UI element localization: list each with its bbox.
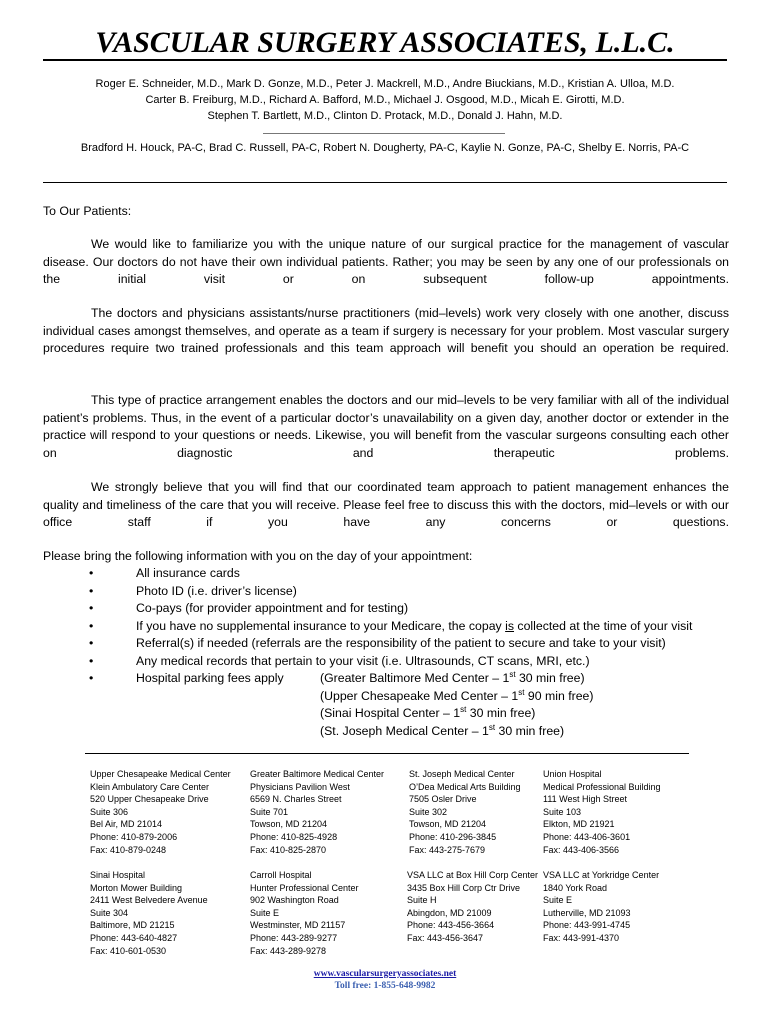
paragraph-2: The doctors and physicians assistants/nurse practitioners (mid–levels) work very closely with one another, discuss individual cases amongst themselves, and operate as a team if surgery is necessary for your problem. Most vascular surgery procedures require two trained professionals and this team approach will benefit you should an operation be required. [43, 306, 729, 355]
location-box-hill: VSA LLC at Box Hill Corp Center 3435 Box Hill Corp Ctr Drive Suite H Abingdon, MD 21009 Phone: 443-456-3664 Fax: 443-456-3647 [407, 870, 539, 943]
bullet-item [43, 653, 743, 671]
bullet-item [43, 600, 743, 618]
paragraph-1: We would like to familiarize you with the unique nature of our surgical practice for the management of vascular disease. Our doctors do not have their own individual patients. Rather; you may be seen by any one of our professionals on the initial visit or on subsequent follow-up appointments. [43, 237, 729, 286]
location-sinai: Sinai Hospital Morton Mower Building 2411 West Belvedere Avenue Suite 304 Baltimore, MD 21215 Phone: 443-640-4827 Fax: 410-601-0530 [90, 870, 208, 956]
doctors-line-2: Carter B. Freiburg, M.D., Richard A. Bafford, M.D., Michael J. Osgood, M.D., Micah E. Girotti, M.D. [145, 94, 625, 106]
salutation: To Our Patients: [43, 204, 132, 218]
locations-divider [85, 753, 689, 754]
bullet-text: If you have no supplemental insurance to your Medicare, the copay is collected at the time of your visit [136, 618, 693, 633]
title-divider [43, 59, 727, 61]
bullet-icon: • [89, 601, 94, 615]
bullet-item-medicare [43, 618, 743, 636]
doctors-line-3: Stephen T. Bartlett, M.D., Clinton D. Protack, M.D., Donald J. Hahn, M.D. [207, 110, 563, 122]
bullet-icon: • [89, 636, 94, 650]
location-carroll: Carroll Hospital Hunter Professional Center 902 Washington Road Suite E Westminster, MD 21157 Phone: 443-289-9277 Fax: 443-289-9278 [250, 870, 359, 956]
physician-assistants-line: Bradford H. Houck, PA-C, Brad C. Russell, PA-C, Robert N. Dougherty, PA-C, Kaylie N. Gonze, PA-C, Shelby E. Norris, PA-C [80, 142, 690, 154]
paragraph-4: We strongly believe that you will find that our coordinated team approach to patient management enhances the quality and timeliness of the care that you will receive. Please feel free to discuss this with the doctors, mid–levels or with our office staff if you have any concerns or questions. [43, 480, 729, 529]
bullet-text: Referral(s) if needed (referrals are the responsibility of the patient to secure and take to your visit) [136, 636, 666, 650]
bullet-item [43, 565, 743, 583]
bullet-text: Photo ID (i.e. driver’s license) [136, 583, 297, 598]
location-greater-baltimore: Greater Baltimore Medical Center Physicians Pavilion West 6569 N. Charles Street Suite 701 Towson, MD 21204 Phone: 410-825-4928 Fax: 410-825-2870 [250, 769, 385, 855]
bullet-item [43, 635, 743, 653]
location-st-joseph: St. Joseph Medical Center O’Dea Medical Arts Building 7505 Osler Drive Suite 302 Towson, MD 21204 Phone: 410-296-3845 Fax: 443-275-7679 [409, 769, 521, 855]
parking-fee-line: (Sinai Hospital Center – 1st 30 min free) [320, 704, 536, 720]
bullet-item [43, 583, 743, 601]
bullet-text: All insurance cards [136, 566, 240, 580]
staff-divider [263, 133, 505, 134]
toll-free-number: Toll free: 1-855-648-9982 [334, 981, 436, 991]
paragraph-3: This type of practice arrangement enables the doctors and our mid–levels to be very familiar with all of the individual patient’s problems. Thus, in the event of a particular doctor’s unavailability on a given day, another doctor or extender in the practice will respond to your questions or needs. Likewise, you will benefit from the vascular surgeons consulting each other on diagnostic and therapeutic problems. [43, 393, 729, 460]
doctors-line-1: Roger E. Schneider, M.D., Mark D. Gonze, M.D., Peter J. Mackrell, M.D., Andre Biuckians, M.D., Kristian A. Ulloa, M.D. [95, 78, 675, 90]
location-upper-chesapeake: Upper Chesapeake Medical Center Klein Ambulatory Care Center 520 Upper Chesapeake Drive Suite 306 Bel Air, MD 21014 Phone: 410-879-2006 Fax: 410-879-0248 [90, 769, 231, 855]
website-link-row [0, 968, 770, 980]
header-divider [43, 182, 727, 183]
emphasis-is: is [505, 618, 515, 633]
bullet-icon: • [89, 618, 94, 633]
bullet-icon: • [89, 583, 94, 598]
parking-fee-line: (Upper Chesapeake Med Center – 1st 90 min free) [320, 687, 594, 703]
parking-fee-line: (St. Joseph Medical Center – 1st 30 min free) [320, 722, 565, 738]
bring-intro: Please bring the following information with you on the day of your appointment: [43, 549, 473, 563]
bullet-text: Any medical records that pertain to your visit (i.e. Ultrasounds, CT scans, MRI, etc.) [136, 653, 590, 668]
bullet-icon: • [89, 671, 94, 685]
bullet-text: Co-pays (for provider appointment and for testing) [136, 601, 409, 615]
bullet-text: Hospital parking fees apply [136, 671, 284, 685]
website-link[interactable]: www.vascularsurgeryassociates.net [313, 969, 457, 979]
location-union-hospital: Union Hospital Medical Professional Building 111 West High Street Suite 103 Elkton, MD 21921 Phone: 443-406-3601 Fax: 443-406-3566 [543, 769, 661, 855]
bullet-icon: • [89, 653, 94, 668]
parking-fee-line: (Greater Baltimore Med Center – 1st 30 min free) [320, 669, 585, 685]
practice-title: VASCULAR SURGERY ASSOCIATES, L.L.C. [95, 26, 675, 59]
location-yorkridge: VSA LLC at Yorkridge Center 1840 York Road Suite E Lutherville, MD 21093 Phone: 443-991-4745 Fax: 443-991-4370 [543, 870, 660, 943]
bullet-icon: • [89, 566, 94, 580]
